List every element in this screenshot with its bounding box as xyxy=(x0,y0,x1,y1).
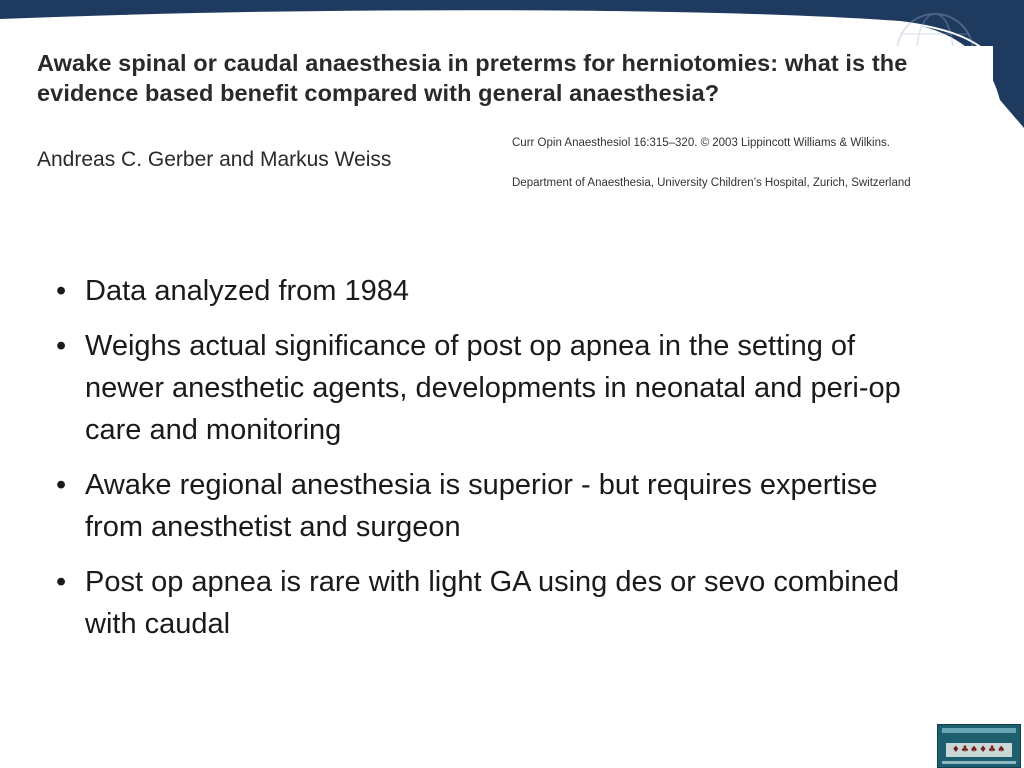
bullet-dot: • xyxy=(56,275,67,307)
bullet-dot: • xyxy=(56,566,67,598)
bullet-dot: • xyxy=(56,330,67,362)
bullet-item xyxy=(56,270,936,312)
society-logo-icon xyxy=(937,724,1021,768)
bullet-dot: • xyxy=(56,469,67,501)
paper-authors: Andreas C. Gerber and Markus Weiss xyxy=(37,148,392,171)
bullet-text: Weighs actual significance of post op apnea in the setting of newer anesthetic agents, developments in neonatal and peri-op care and monitoring xyxy=(85,330,901,446)
bullet-item xyxy=(56,561,936,645)
bullet-item xyxy=(56,464,936,548)
bullet-list xyxy=(56,270,936,658)
paper-citation: Curr Opin Anaesthesiol 16:315–320. © 2003 Lippincott Williams & Wilkins. xyxy=(512,137,890,149)
logo-figures: ♦♣♠♦♣♠ xyxy=(946,743,1012,757)
bullet-text: Post op apnea is rare with light GA using des or sevo combined with caudal xyxy=(85,566,900,640)
logo-footer-bar xyxy=(942,761,1016,764)
paper-affiliation: Department of Anaesthesia, University Children’s Hospital, Zurich, Switzerland xyxy=(512,177,911,189)
bullet-text: Data analyzed from 1984 xyxy=(85,275,410,307)
paper-title: Awake spinal or caudal anaesthesia in preterms for herniotomies: what is the evidence based benefit compared with general anaesthesia? xyxy=(37,50,908,106)
bullet-item xyxy=(56,325,936,451)
bullet-text: Awake regional anesthesia is superior - but requires expertise from anesthetist and surgeon xyxy=(85,469,878,543)
logo-arc xyxy=(942,728,1016,733)
paper-header-image xyxy=(33,46,993,198)
